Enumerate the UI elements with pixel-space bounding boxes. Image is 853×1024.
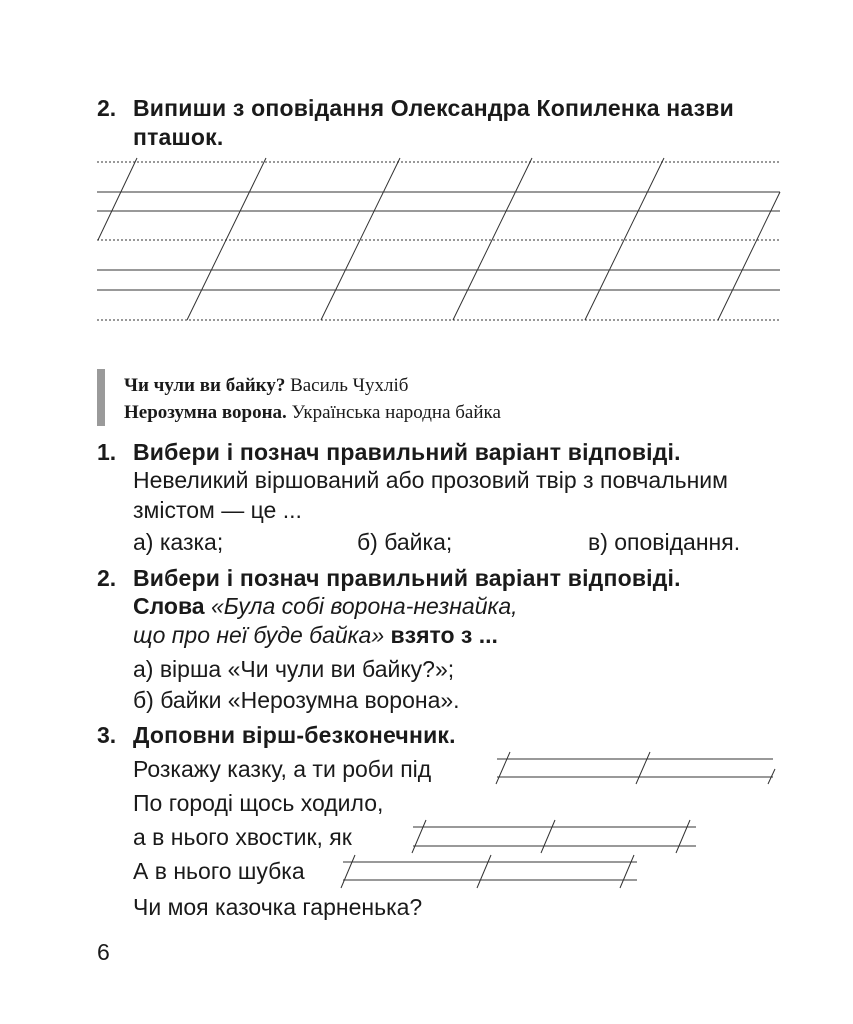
question-title: Доповни вірш-безконечник. — [133, 722, 456, 748]
quote-line2 — [133, 620, 498, 650]
task-number: 2. — [97, 95, 117, 121]
question-number: 3. — [97, 722, 117, 748]
option-a[interactable]: а) вірша «Чи чули ви байку?»; — [133, 656, 455, 682]
reading-bar — [97, 369, 105, 426]
page-number: 6 — [97, 939, 110, 965]
words-label: Слова — [133, 593, 205, 619]
quote-line1 — [133, 591, 518, 621]
taken-from: взято з ... — [390, 622, 498, 648]
option-b[interactable]: б) байки «Нерозумна ворона». — [133, 687, 460, 713]
reading-item-title: Нерозумна ворона. — [124, 402, 287, 423]
reading-item-author: Василь Чухліб — [290, 375, 409, 396]
option-a[interactable]: а) казка; — [133, 529, 224, 555]
poem-line1: Розкажу казку, а ти роби під — [133, 756, 432, 782]
poem-line2: По городі щось ходило, — [133, 790, 384, 816]
poem-line3: а в нього хвостик, як — [133, 824, 352, 850]
poem-line5: Чи моя казочка гарненька? — [133, 894, 423, 920]
task-title-line2: пташок. — [133, 124, 224, 150]
quote-text: що про неї буде байка» — [133, 622, 385, 648]
reading-item-2 — [124, 402, 501, 424]
question-text-line1: Невеликий віршований або прозовий твір з повчальним — [133, 467, 728, 493]
question-title: Вибери і познач правильний варіант відповіді. — [133, 565, 681, 591]
quote-text: «Була собі ворона-незнайка, — [211, 593, 518, 619]
reading-item-author: Українська народна байка — [291, 402, 501, 423]
option-c[interactable]: в) оповідання. — [588, 529, 741, 555]
question-title: Вибери і познач правильний варіант відповіді. — [133, 439, 681, 465]
question-number: 2. — [97, 565, 117, 591]
reading-item-1 — [124, 375, 408, 397]
question-text-line2: змістом — це ... — [133, 497, 302, 523]
reading-item-title: Чи чули ви байку? — [124, 375, 286, 396]
option-b[interactable]: б) байка; — [357, 529, 453, 555]
task-title-line1: Випиши з оповідання Олександра Копиленка назви — [133, 95, 734, 121]
poem-line4: А в нього шубка — [133, 858, 305, 884]
question-number: 1. — [97, 439, 117, 465]
